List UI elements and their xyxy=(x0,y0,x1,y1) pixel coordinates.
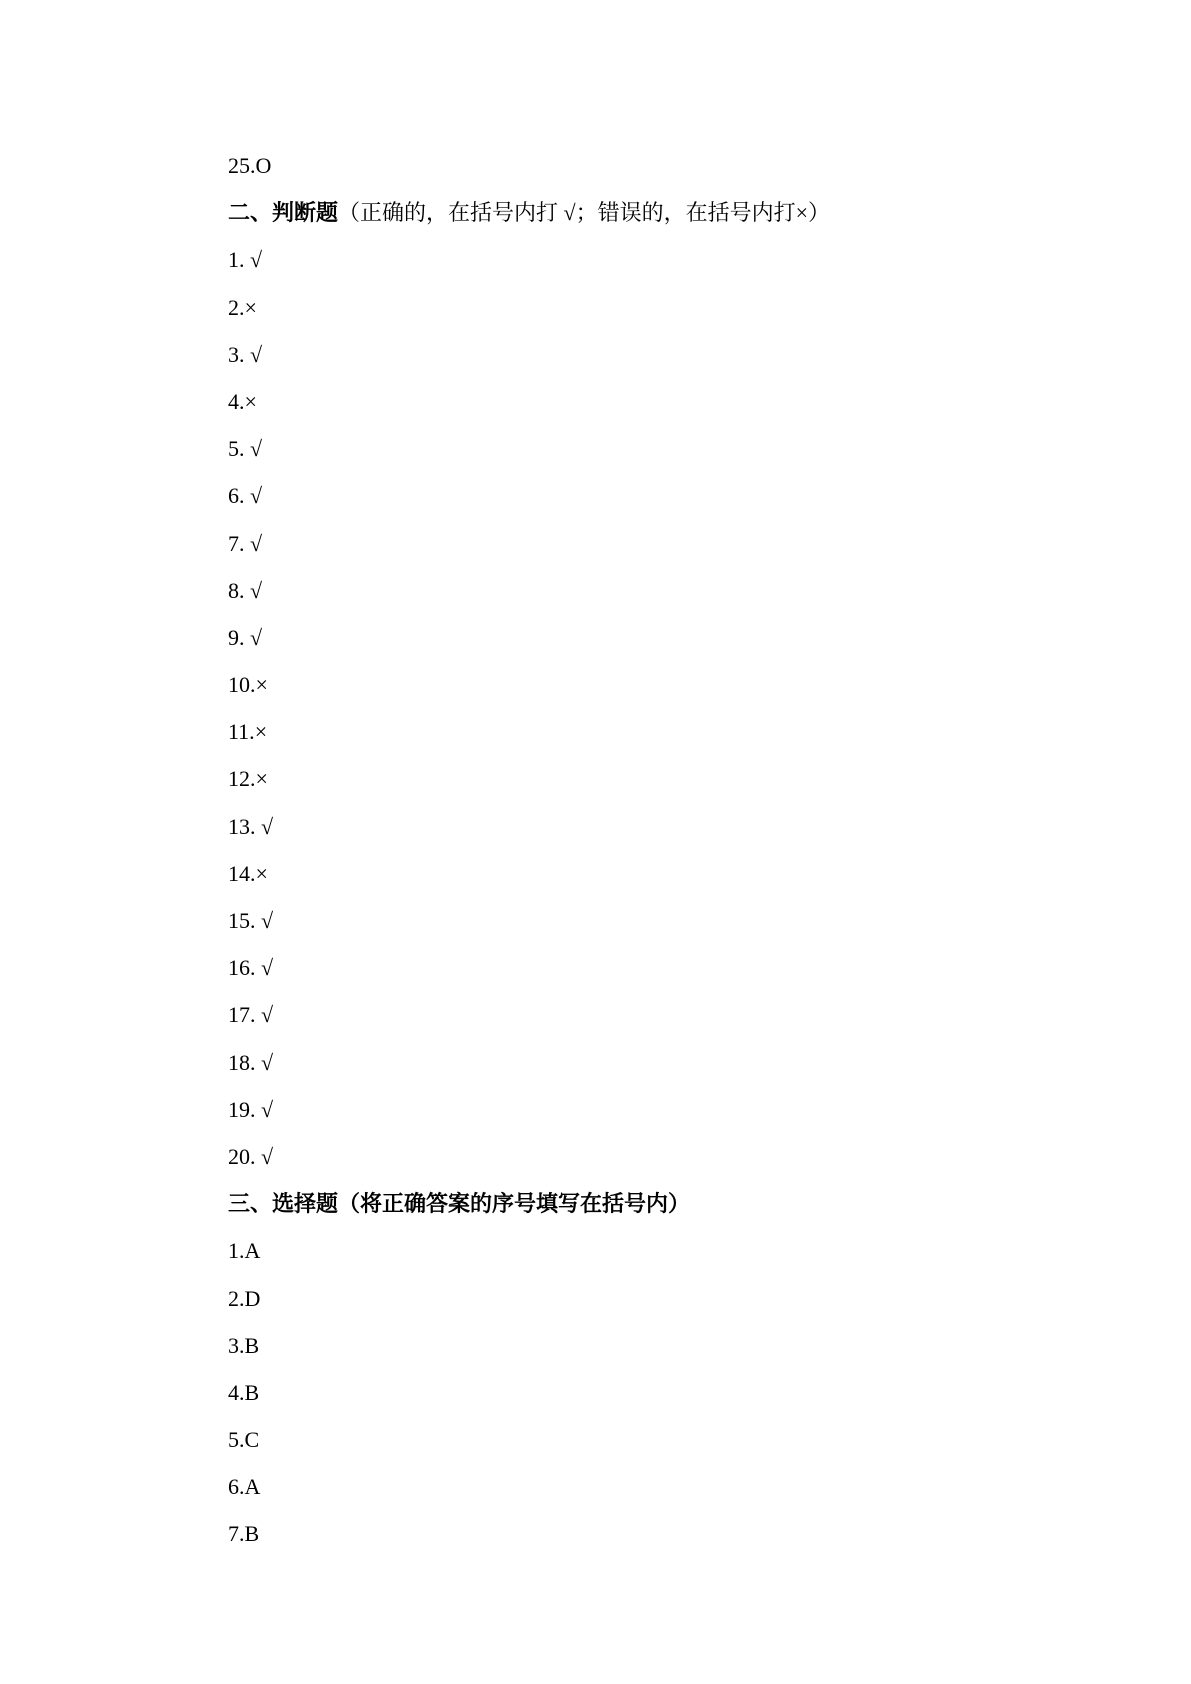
answer-mark: √ xyxy=(244,577,263,603)
answer-number: 20. xyxy=(228,1143,256,1169)
answer-choice: C xyxy=(244,1427,260,1453)
section-three-title: 三、选择题 xyxy=(228,1191,339,1217)
section-three-heading xyxy=(228,1190,1128,1237)
answer-choice: D xyxy=(244,1285,261,1311)
answer-number: 3. xyxy=(228,1332,245,1358)
answer-mark: √ xyxy=(244,341,263,367)
true-false-item-15 xyxy=(228,907,1128,954)
answer-number: 14. xyxy=(228,860,256,886)
multiple-choice-answer-list xyxy=(228,1237,1128,1567)
answer-number: 16. xyxy=(228,955,256,981)
answer-mark: √ xyxy=(244,624,263,650)
choice-item-6 xyxy=(228,1473,1128,1520)
answer-number: 13. xyxy=(228,813,256,839)
answer-number: 5. xyxy=(228,436,245,462)
answer-mark: × xyxy=(244,294,257,320)
answer-choice: B xyxy=(244,1332,260,1358)
answer-number: 6. xyxy=(228,483,245,509)
answer-mark: × xyxy=(255,672,268,698)
answer-number: 2. xyxy=(228,1285,245,1311)
answer-mark: √ xyxy=(244,436,263,462)
answer-number: 6. xyxy=(228,1474,245,1500)
true-false-item-19 xyxy=(228,1096,1128,1143)
answer-document xyxy=(228,152,1128,1568)
answer-mark: × xyxy=(254,719,268,745)
answer-number: 1. xyxy=(228,1238,245,1264)
answer-number: 4. xyxy=(228,388,245,414)
answer-item-25: 25.O xyxy=(228,153,272,178)
true-false-item-8 xyxy=(228,577,1128,624)
answer-number: 5. xyxy=(228,1427,245,1453)
true-false-item-10 xyxy=(228,671,1128,718)
true-false-item-3 xyxy=(228,341,1128,388)
true-false-item-11 xyxy=(228,718,1128,765)
answer-number: 10. xyxy=(228,672,256,698)
answer-mark: × xyxy=(255,860,268,886)
answer-number: 7. xyxy=(228,1521,245,1547)
choice-item-5 xyxy=(228,1426,1128,1473)
true-false-item-9 xyxy=(228,624,1128,671)
answer-mark: √ xyxy=(244,247,263,273)
answer-number: 18. xyxy=(228,1049,256,1075)
answer-mark: √ xyxy=(244,530,263,556)
true-false-item-7 xyxy=(228,530,1128,577)
true-false-item-18 xyxy=(228,1049,1128,1096)
true-false-item-14 xyxy=(228,860,1128,907)
answer-mark: √ xyxy=(255,1143,274,1169)
answer-number: 4. xyxy=(228,1379,245,1405)
true-false-item-17 xyxy=(228,1001,1128,1048)
section-three-note: （将正确答案的序号填写在括号内） xyxy=(338,1191,691,1217)
choice-item-4 xyxy=(228,1379,1128,1426)
answer-number: 7. xyxy=(228,530,245,556)
true-false-item-6 xyxy=(228,482,1128,529)
true-false-item-2 xyxy=(228,294,1128,341)
answer-mark: √ xyxy=(255,908,274,933)
section-two-title: 二、判断题 xyxy=(228,200,339,226)
answer-mark: √ xyxy=(255,955,274,981)
choice-item-3 xyxy=(228,1332,1128,1379)
answer-number: 9. xyxy=(228,624,245,650)
true-false-item-5 xyxy=(228,435,1128,482)
answer-number: 1. xyxy=(228,247,245,273)
answer-mark: √ xyxy=(255,1002,274,1028)
true-false-item-16 xyxy=(228,954,1128,1001)
answer-choice: A xyxy=(244,1238,261,1264)
answer-number: 3. xyxy=(228,341,245,367)
answer-number: 2. xyxy=(228,294,245,320)
answer-number: 19. xyxy=(228,1096,256,1122)
choice-item-2 xyxy=(228,1285,1128,1332)
true-false-item-13 xyxy=(228,813,1128,860)
answer-mark: √ xyxy=(255,813,274,839)
choice-item-7 xyxy=(228,1520,1128,1567)
answer-number: 15. xyxy=(228,908,256,933)
answer-mark: √ xyxy=(255,1049,274,1075)
answer-mark: × xyxy=(255,766,268,792)
section-two-heading xyxy=(228,199,1128,246)
true-false-answer-list xyxy=(228,246,1128,1190)
answer-mark: × xyxy=(244,388,257,414)
answer-choice: B xyxy=(244,1379,260,1405)
answer-choice: A xyxy=(244,1474,261,1500)
true-false-item-1 xyxy=(228,246,1128,293)
answer-number: 17. xyxy=(228,1002,256,1028)
true-false-item-20 xyxy=(228,1143,1128,1190)
choice-item-1 xyxy=(228,1237,1128,1284)
answer-mark: √ xyxy=(244,483,263,509)
answer-number: 12. xyxy=(228,766,256,792)
answer-choice: B xyxy=(244,1521,260,1547)
answer-number: 11. xyxy=(228,719,255,745)
answer-mark: √ xyxy=(255,1096,274,1122)
true-false-item-4 xyxy=(228,388,1128,435)
section-two-note: （正确的，在括号内打 √；错误的，在括号内打×） xyxy=(338,200,830,226)
answer-number: 8. xyxy=(228,577,245,603)
true-false-item-12 xyxy=(228,765,1128,812)
